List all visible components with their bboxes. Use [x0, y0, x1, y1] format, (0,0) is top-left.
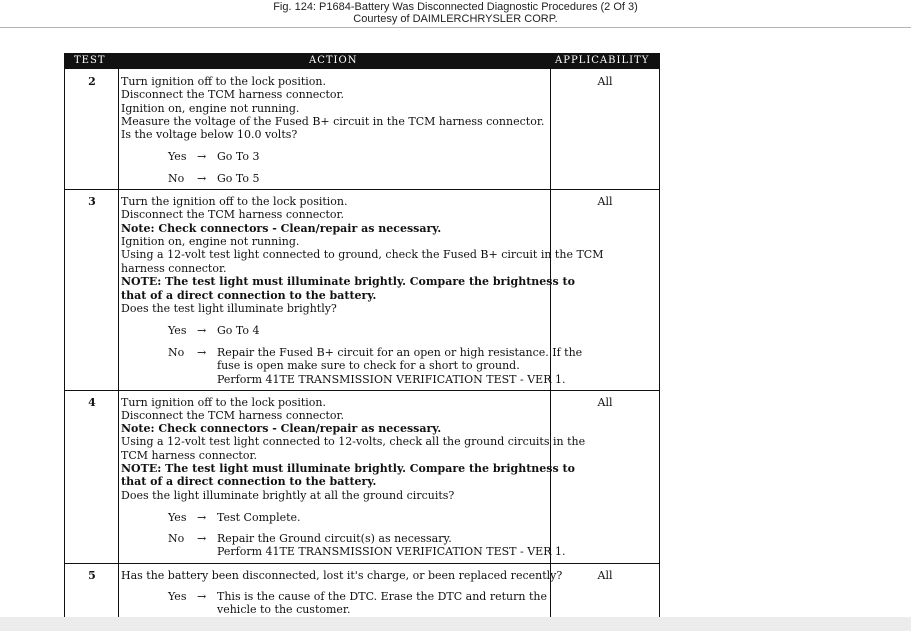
- row-divider: [64, 189, 660, 190]
- outcome-label: No: [168, 532, 185, 545]
- row-divider: [64, 390, 660, 391]
- applicability: All: [597, 75, 613, 88]
- note-line: Note: Check connectors - Clean/repair as necessary.: [121, 422, 442, 435]
- outcome-result: Perform 41TE TRANSMISSION VERIFICATION TEST - VER 1.: [217, 373, 566, 386]
- action-line: Measure the voltage of the Fused B+ circuit in the TCM harness connector.: [121, 115, 545, 128]
- figure-caption: [0, 0, 911, 28]
- action-line: Turn ignition off to the lock position.: [121, 75, 326, 88]
- action-line: Turn ignition off to the lock position.: [121, 396, 326, 409]
- applicability: All: [597, 569, 613, 582]
- applicability: All: [597, 195, 613, 208]
- outcome-label: Yes: [168, 150, 187, 163]
- note-line: that of a direct connection to the battery.: [121, 475, 377, 488]
- action-line: Does the test light illuminate brightly?: [121, 302, 337, 315]
- outcome-result: This is the cause of the DTC. Erase the DTC and return the: [217, 590, 547, 603]
- arrow-icon: →: [197, 324, 207, 337]
- column-header-applicability: APPLICABILITY: [555, 55, 650, 66]
- test-number: 2: [88, 75, 96, 88]
- outcome-label: No: [168, 346, 185, 359]
- outcome-result: Go To 3: [217, 150, 260, 163]
- outcome-result: Go To 4: [217, 324, 260, 337]
- note-line: that of a direct connection to the battery.: [121, 289, 377, 302]
- column-header-test: TEST: [74, 55, 106, 66]
- outcome-label: No: [168, 172, 185, 185]
- outcome-result: fuse is open make sure to check for a short to ground.: [217, 359, 520, 372]
- action-line: Disconnect the TCM harness connector.: [121, 409, 345, 422]
- action-line: Is the voltage below 10.0 volts?: [121, 128, 298, 141]
- figure-credit: Courtesy of DAIMLERCHRYSLER CORP.: [353, 13, 558, 25]
- outcome-result: Go To 5: [217, 172, 260, 185]
- action-line: Ignition on, engine not running.: [121, 235, 300, 248]
- action-line: Using a 12-volt test light connected to 12-volts, check all the ground circuits in the: [121, 435, 586, 448]
- test-number: 5: [88, 569, 96, 582]
- row-divider: [64, 563, 660, 564]
- outcome-label: Yes: [168, 511, 187, 524]
- outcome-label: Yes: [168, 324, 187, 337]
- column-divider: [118, 69, 119, 617]
- note-line: Note: Check connectors - Clean/repair as necessary.: [121, 222, 442, 235]
- action-line: Turn the ignition off to the lock position.: [121, 195, 348, 208]
- outcome-result: vehicle to the customer.: [217, 603, 351, 616]
- action-line: TCM harness connector.: [121, 449, 258, 462]
- arrow-icon: →: [197, 172, 207, 185]
- note-line: NOTE: The test light must illuminate brightly. Compare the brightness to: [121, 275, 575, 288]
- action-line: harness connector.: [121, 262, 227, 275]
- note-line: NOTE: The test light must illuminate brightly. Compare the brightness to: [121, 462, 575, 475]
- outcome-result: Perform 41TE TRANSMISSION VERIFICATION TEST - VER 1.: [217, 545, 566, 558]
- arrow-icon: →: [197, 346, 207, 359]
- arrow-icon: →: [197, 511, 207, 524]
- action-line: Using a 12-volt test light connected to ground, check the Fused B+ circuit in the TCM: [121, 248, 604, 261]
- action-line: Disconnect the TCM harness connector.: [121, 88, 345, 101]
- table-border-right: [659, 53, 660, 617]
- action-line: Ignition on, engine not running.: [121, 102, 300, 115]
- column-header-action: ACTION: [309, 55, 358, 66]
- test-number: 3: [88, 195, 96, 208]
- outcome-result: Repair the Ground circuit(s) as necessary.: [217, 532, 452, 545]
- outcome-result: Test Complete.: [217, 511, 301, 524]
- table-header-row: [64, 53, 660, 69]
- action-line: Has the battery been disconnected, lost it's charge, or been replaced recently?: [121, 569, 563, 582]
- horizontal-scrollbar[interactable]: [0, 617, 911, 631]
- applicability: All: [597, 396, 613, 409]
- arrow-icon: →: [197, 150, 207, 163]
- test-number: 4: [88, 396, 96, 409]
- column-divider: [550, 69, 551, 617]
- figure-title: Fig. 124: P1684-Battery Was Disconnected Diagnostic Procedures (2 Of 3): [273, 1, 638, 13]
- arrow-icon: →: [197, 590, 207, 603]
- action-line: Does the light illuminate brightly at all the ground circuits?: [121, 489, 455, 502]
- outcome-label: Yes: [168, 590, 187, 603]
- table-border-left: [64, 53, 65, 617]
- outcome-result: Repair the Fused B+ circuit for an open or high resistance. If the: [217, 346, 583, 359]
- arrow-icon: →: [197, 532, 207, 545]
- action-line: Disconnect the TCM harness connector.: [121, 208, 345, 221]
